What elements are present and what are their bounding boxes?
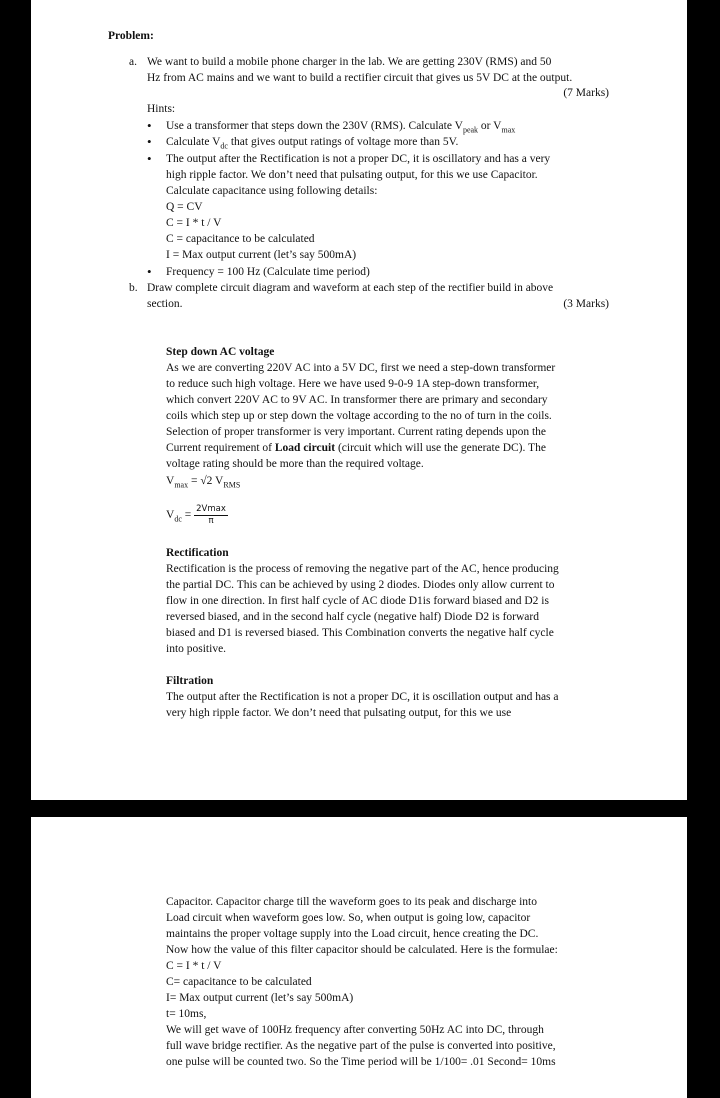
rectification-heading: Rectification (166, 547, 229, 559)
item-a-line-2: Hz from AC mains and we want to build a rectifier circuit that gives us 5V DC at the output. (147, 72, 573, 84)
hint-3-line-3: Calculate capacitance using following details: (166, 185, 378, 197)
page2-line: Load circuit when waveform goes low. So, when output is going low, capacitor (166, 912, 531, 924)
page2-line: Capacitor. Capacitor charge till the waveform goes to its peak and discharge into (166, 896, 537, 908)
step-down-line: voltage rating should be more than the required voltage. (166, 458, 424, 470)
page2-line: one pulse will be counted two. So the Time period will be 1/100= .01 Second= 10ms (166, 1056, 556, 1068)
filtration-heading: Filtration (166, 675, 214, 687)
item-b-line-1: Draw complete circuit diagram and waveform at each step of the rectifier build in above (147, 282, 554, 294)
step-down-line: Selection of proper transformer is very important. Current rating depends upon the (166, 426, 547, 438)
step-down-line: As we are converting 220V AC into a 5V DC, first we need a step-down transformer (166, 362, 556, 374)
vdc-formula: $V_{dc}$ = $\frac{2Vmax}{\pi}$ (166, 504, 226, 526)
hints-label: Hints: (147, 103, 176, 115)
step-down-line: Current requirement of Load circuit (circuit which will use the generate DC). The (166, 442, 546, 454)
document-page-1 (31, 0, 687, 800)
formula-c-def: C = capacitance to be calculated (166, 233, 315, 245)
hint-2: Calculate $V_{dc}$ that gives output ratings of voltage more than 5V. (166, 136, 459, 151)
page2-line: t= 10ms, (166, 1008, 207, 1020)
rectification-line: Rectification is the process of removing the negative part of the AC, hence producing (166, 563, 559, 575)
vmax-formula: $V_{max} = √2$ $V_{RMS}$ (166, 475, 241, 490)
vdc-fraction: $\frac{2Vmax}{\pi}$ (196, 504, 226, 526)
bullet-icon: • (147, 264, 152, 279)
page2-line: We will get wave of 100Hz frequency after converting 50Hz AC into DC, through (166, 1024, 544, 1036)
hint-4: Frequency = 100 Hz (Calculate time period) (166, 266, 370, 278)
bullet-icon: • (147, 134, 152, 149)
step-down-line: which convert 220V AC to 9V AC. In transformer there are primary and secondary (166, 394, 548, 406)
page2-line: Now how the value of this filter capacitor should be calculated. Here is the formulae: (166, 944, 558, 956)
bullet-icon: • (147, 118, 152, 133)
load-circuit-bold: Load circuit (274, 442, 336, 454)
hint-1: Use a transformer that steps down the 230V (RMS). Calculate $V_{peak}$ or $V_{max}$ (166, 120, 516, 135)
problem-heading: Problem: (108, 30, 154, 42)
page2-line: full wave bridge rectifier. As the negative part of the pulse is converted into positive, (166, 1040, 556, 1052)
document-page-2 (31, 817, 687, 1098)
page2-formula: C = I * t / V (166, 960, 222, 972)
bullet-icon: • (147, 151, 152, 166)
page2-line: maintains the proper voltage supply into the Load circuit, hence creating the DC. (166, 928, 539, 940)
hint-3-line-2: high ripple factor. We don’t need that pulsating output, for this we use Capacitor. (166, 169, 538, 181)
formula-i-def: I = Max output current (let’s say 500mA) (166, 249, 357, 261)
item-b-marker: b. (129, 282, 138, 294)
rectification-line: reversed biased, and in the second half cycle (negative half) Diode D2 is forward (166, 611, 539, 623)
formula-q: Q = CV (166, 201, 203, 213)
item-b-marks: (3 Marks) (563, 298, 609, 310)
item-a-line-1: We want to build a mobile phone charger in the lab. We are getting 230V (RMS) and 50 (147, 56, 552, 68)
page2-line: C= capacitance to be calculated (166, 976, 312, 988)
rectification-line: the partial DC. This can be achieved by using 2 diodes. Diodes only allow current to (166, 579, 555, 591)
filtration-line: very high ripple factor. We don’t need that pulsating output, for this we use (166, 707, 512, 719)
rectification-line: into positive. (166, 643, 227, 655)
rectification-line: biased and D1 is reversed biased. This Combination converts the negative half cycle (166, 627, 554, 639)
step-down-heading: Step down AC voltage (166, 346, 275, 358)
item-a-marker: a. (129, 56, 137, 68)
item-b-line-2: section. (147, 298, 183, 310)
page2-line: I= Max output current (let’s say 500mA) (166, 992, 354, 1004)
step-down-line: coils which step up or step down the voltage according to the no of turn in the coils. (166, 410, 552, 422)
formula-c: C = I * t / V (166, 217, 222, 229)
step-down-line: to reduce such high voltage. Here we have used 9-0-9 1A step-down transformer, (166, 378, 540, 390)
filtration-line: The output after the Rectification is not a proper DC, it is oscillation output and has a (166, 691, 559, 703)
item-a-marks: (7 Marks) (563, 87, 609, 99)
rectification-line: flow in one direction. In first half cycle of AC diode D1is forward biased and D2 is (166, 595, 549, 607)
hint-3-line-1: The output after the Rectification is not a proper DC, it is oscillatory and has a very (166, 153, 551, 165)
